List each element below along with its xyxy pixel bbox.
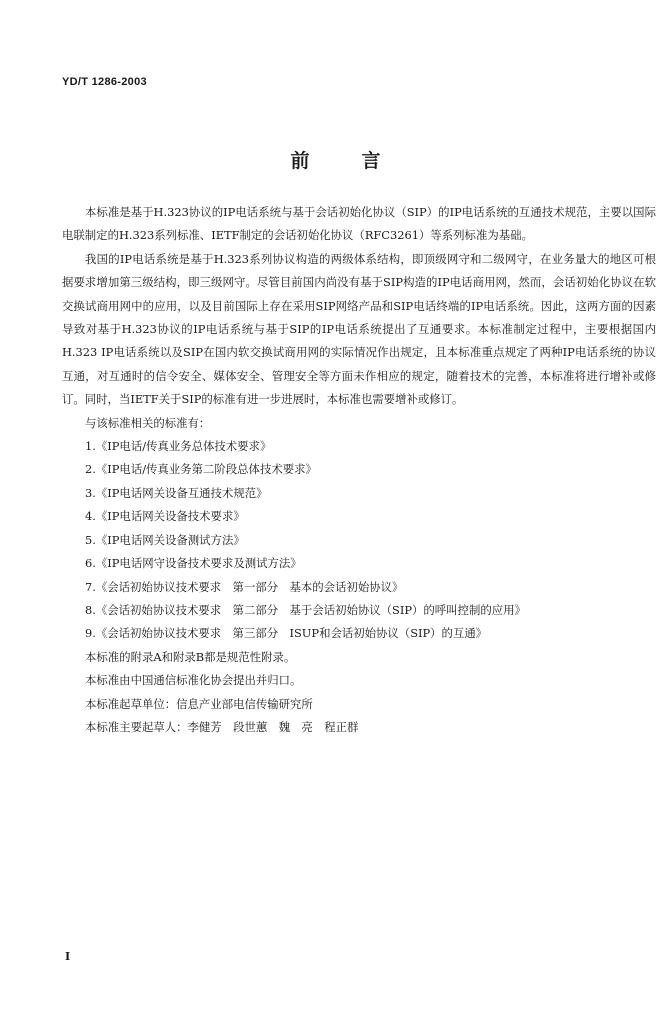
list-item: 3.《IP电话网关设备互通技术规范》 xyxy=(85,485,268,500)
related-standards-intro: 与该标准相关的标准有： xyxy=(85,415,211,430)
page-title: 前言 xyxy=(290,150,433,172)
list-item: 9.《会话初始协议技术要求 第三部分 ISUP和会话初始协议（SIP）的互通》 xyxy=(85,626,488,641)
list-item: 7.《会话初始协议技术要求 第一部分 基本的会话初始协议》 xyxy=(85,579,404,594)
proposer-note: 本标准由中国通信标准化协会提出并归口。 xyxy=(85,673,302,688)
drafters: 本标准主要起草人：李健芳 段世蕙 魏 亮 程正群 xyxy=(85,719,359,734)
page-number: I xyxy=(65,950,71,963)
document-code: YD/T 1286-2003 xyxy=(62,76,147,88)
appendix-note: 本标准的附录A和附录B都是规范性附录。 xyxy=(85,649,296,664)
list-item: 8.《会话初始协议技术要求 第二部分 基于会话初始协议（SIP）的呼叫控制的应用》 xyxy=(85,602,526,617)
drafting-unit: 本标准起草单位：信息产业部电信传输研究所 xyxy=(85,696,313,711)
paragraph-background: 我国的IP电话系统是基于H.323系列协议构造的两级体系结构，即顶级网守和二级网守，在业务量大的地区可根据要求增加第三级结构，即三级网守。尽管目前国内尚没有基于SIP构造的IP电话商用网，然而，会话初始化协议在软交换试商用网中的应用，以及目前国际上存在采用SIP网络产品和SIP电话终端的IP电话系统。因此，这两方面的因素导致对基于H.323协议的IP电话系统与基于SIP的IP电话系统提出了互通要求。本标准制定过程中，主要根据国内H.323 IP电话系统以及SIP在国内软交换试商用网的实际情况作出规定，且本标准重点规定了两种IP电话系统的协议互通，对互通时的信令安全、媒体安全、管理安全等方面未作相应的规定，随着技术的完善，本标准将进行增补或修订。同时，当IETF关于SIP的标准有进一步进展时，本标准也需要增补或修订。 xyxy=(62,251,656,407)
related-standards-list xyxy=(62,435,656,646)
list-item: 2.《IP电话/传真业务第二阶段总体技术要求》 xyxy=(85,462,317,477)
document-body xyxy=(62,201,656,739)
list-item: 4.《IP电话网关设备技术要求》 xyxy=(85,509,245,524)
paragraph-scope: 本标准是基于H.323协议的IP电话系统与基于会话初始化协议（SIP）的IP电话系统的互通技术规范，主要以国际电联制定的H.323系列标准、IETF制定的会话初始化协议（RFC3261）等系列标准为基础。 xyxy=(62,205,656,243)
list-item: 5.《IP电话网关设备测试方法》 xyxy=(85,532,245,547)
list-item: 1.《IP电话/传真业务总体技术要求》 xyxy=(85,439,272,454)
list-item: 6.《IP电话网守设备技术要求及测试方法》 xyxy=(85,556,302,571)
